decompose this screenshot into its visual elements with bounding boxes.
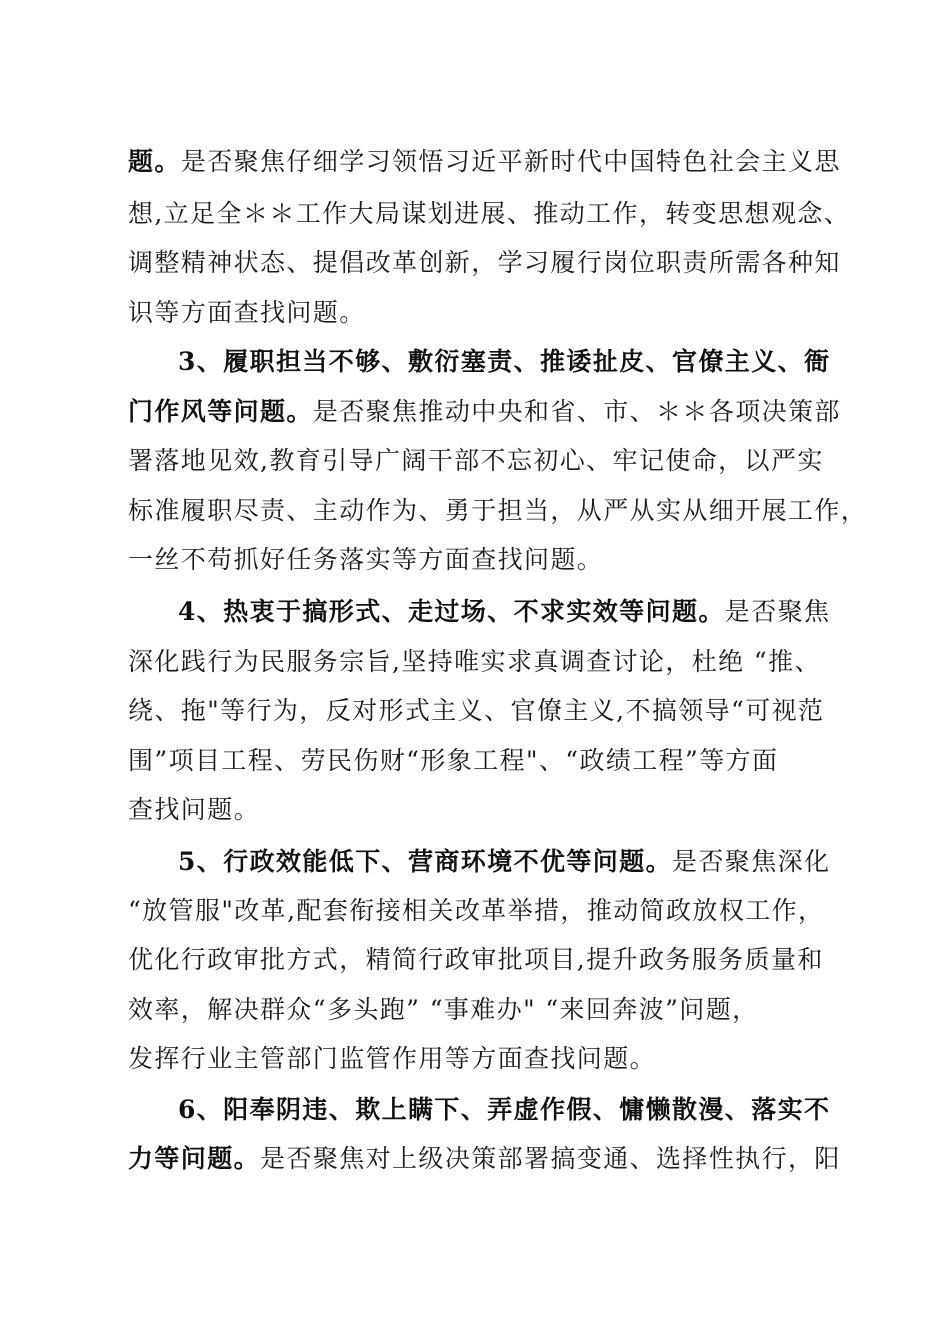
text-line-17: 优化行政审批方式，精简行政审批项目,提升政务服务质量和 (128, 945, 824, 974)
text-line-9: 一丝不苟抓好任务落实等方面查找问题。 (128, 545, 604, 574)
text-line-8: 标准履职尽责、主动作为、勇于担当，从严从实从细开展工作， (128, 496, 868, 525)
text-line-14: 查找问题。 (128, 795, 261, 824)
section-heading-3: 3、履职担当不够、敷衍塞责、推诿扯皮、官僚主义、衙 (178, 347, 831, 376)
text-line-18: 效率，解决群众“多头跑” “事难办" “来回奔波”问题， (128, 995, 759, 1024)
text-line-7: 署落地见效,教育引导广阔干部不忘初心、牢记使命，以严实 (128, 446, 824, 475)
text-line-11: 深化践行为民服务宗旨,坚持唯实求真调查讨论，杜绝 “推、 (128, 647, 821, 676)
text-line-12: 绕、拖"等行为，反对形式主义、官僚主义,不搞领导“可视范 (128, 696, 825, 725)
section-heading-4: 4、热衷于搞形式、走过场、不求实效等问题。是否聚焦 (178, 597, 831, 626)
text-line-1: 题。是否聚焦仔细学习领悟习近平新时代中国特色社会主义思 (128, 147, 841, 176)
text-line-19: 发挥行业主管部门监管作用等方面查找问题。 (128, 1044, 657, 1073)
text-line-2: 想,立足全＊＊工作大局谋划进展、推动工作，转变思想观念、 (128, 199, 851, 228)
text-line-13: 围”项目工程、劳民伤财“形象工程"、“政绩工程”等方面 (128, 746, 779, 775)
text-line-3: 调整精神状态、提倡改革创新，学习履行岗位职责所需各种知 (128, 248, 841, 277)
text-line-21: 力等问题。是否聚焦对上级决策部署搞变通、选择性执行，阳 (128, 1144, 841, 1173)
text-line-4: 识等方面查找问题。 (128, 298, 366, 327)
text-line-6: 门作风等问题。是否聚焦推动中央和省、市、＊＊各项决策部 (128, 397, 841, 426)
text-line-16: “放管服"改革,配套衔接相关改革举措，推动简政放权工作， (128, 896, 825, 925)
section-heading-6: 6、阳奉阴违、欺上瞒下、弄虚作假、慵懒散漫、落实不 (178, 1095, 831, 1124)
section-heading-5: 5、行政效能低下、营商环境不优等问题。是否聚焦深化 (178, 847, 831, 876)
